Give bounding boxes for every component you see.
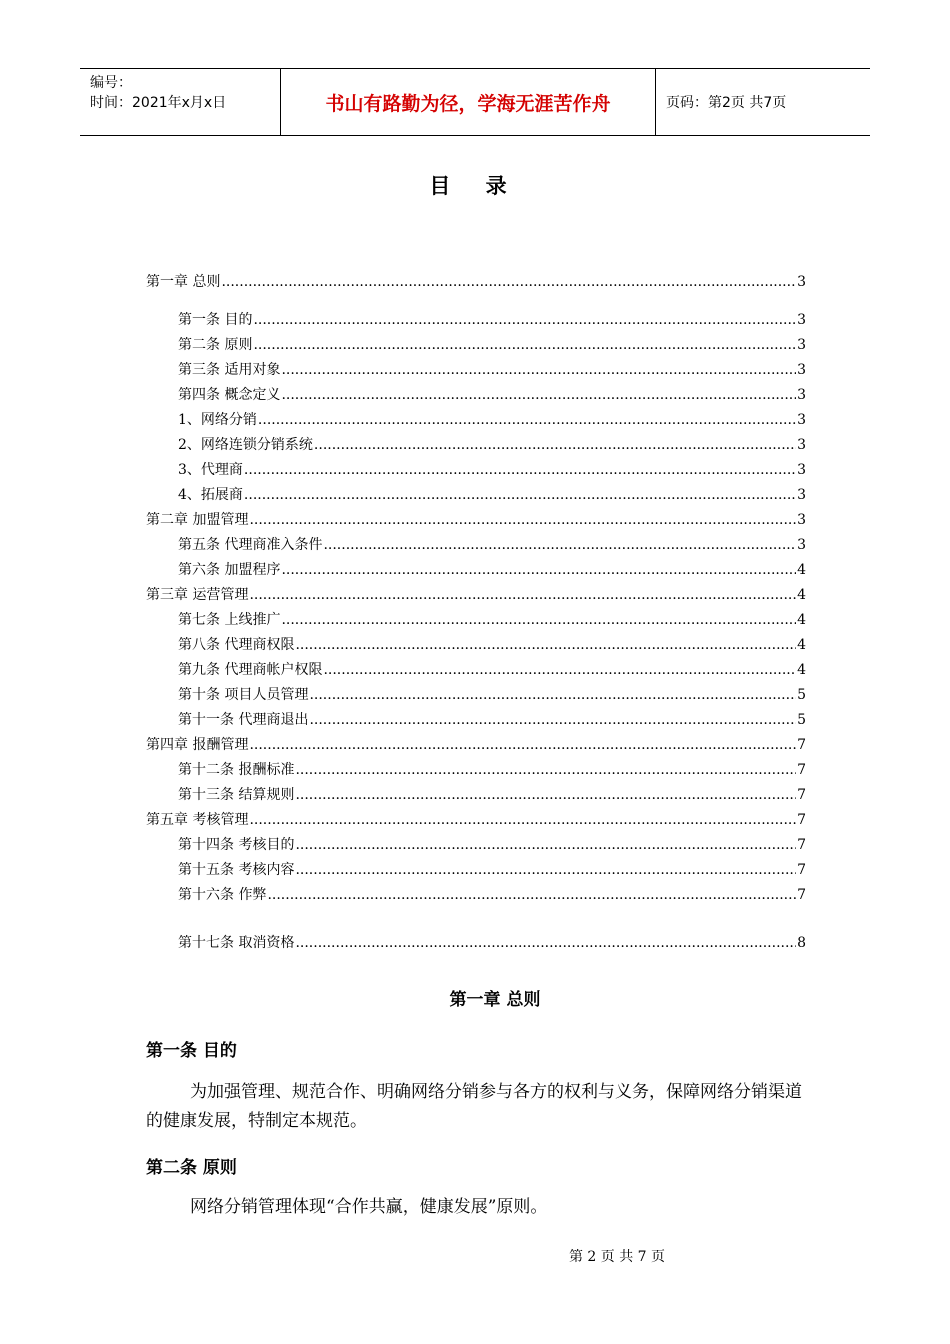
toc-entry-title: 3、代理商 xyxy=(178,462,243,478)
toc-leader-dots xyxy=(323,658,796,682)
toc-entry-page: 8 xyxy=(797,935,806,951)
toc-leader-dots xyxy=(258,408,796,432)
toc-entry-page: 7 xyxy=(797,837,806,853)
toc-entry[interactable] xyxy=(178,483,806,507)
toc-entry-title: 第二章 加盟管理 xyxy=(146,512,249,528)
toc-entry-page: 7 xyxy=(797,787,806,803)
toc-entry-title: 2、网络连锁分销系统 xyxy=(178,437,313,453)
toc-entry[interactable] xyxy=(178,683,806,707)
chapter-heading: 第一章 总则 xyxy=(449,990,541,1010)
toc-entry-page: 3 xyxy=(797,512,806,528)
toc-leader-dots xyxy=(309,708,796,732)
toc-entry-title: 第三章 运营管理 xyxy=(146,587,249,603)
toc-leader-dots xyxy=(295,858,796,882)
article-2-text: 网络分销管理体现“合作共赢，健康发展”原则。 xyxy=(190,1197,548,1217)
toc-leader-dots xyxy=(249,733,796,757)
toc-entry[interactable] xyxy=(178,433,806,457)
toc-entry-title: 1、网络分销 xyxy=(178,412,257,428)
toc-entry-page: 7 xyxy=(797,812,806,828)
toc-entry-page: 3 xyxy=(797,312,806,328)
article-1-text: 为加强管理、规范合作、明确网络分销参与各方的权利与义务，保障网络分销渠道的健康发展，特制定本规范。 xyxy=(146,1082,802,1131)
toc-entry-title: 第十四条 考核目的 xyxy=(178,837,295,853)
toc-entry-page: 3 xyxy=(797,412,806,428)
toc-entry-page: 7 xyxy=(797,887,806,903)
toc-entry[interactable] xyxy=(146,733,806,757)
toc-entry-page: 3 xyxy=(797,462,806,478)
toc-entry[interactable] xyxy=(178,708,806,732)
toc-entry[interactable] xyxy=(178,383,806,407)
toc-entry-page: 3 xyxy=(797,274,806,290)
toc-entry-title: 第一条 目的 xyxy=(178,312,253,328)
toc-entry[interactable] xyxy=(178,608,806,632)
toc-entry[interactable] xyxy=(178,358,806,382)
toc-leader-dots xyxy=(244,458,796,482)
toc-leader-dots xyxy=(281,608,796,632)
toc-entry-title: 第十二条 报酬标准 xyxy=(178,762,295,778)
toc-entry-title: 第十七条 取消资格 xyxy=(178,935,295,951)
toc-entry[interactable] xyxy=(178,858,806,882)
toc-entry-page: 5 xyxy=(797,712,806,728)
toc-entry-title: 第十六条 作弊 xyxy=(178,887,267,903)
toc-entry[interactable] xyxy=(178,408,806,432)
toc-leader-dots xyxy=(253,308,796,332)
toc-entry-page: 7 xyxy=(797,762,806,778)
toc-entry-title: 第六条 加盟程序 xyxy=(178,562,281,578)
toc-entry[interactable] xyxy=(178,533,806,557)
toc-leader-dots xyxy=(253,333,796,357)
article-1-heading: 第一条 目的 xyxy=(146,1041,237,1061)
toc-entry-page: 5 xyxy=(797,687,806,703)
document-number: 编号： xyxy=(90,75,132,91)
toc-entry-page: 4 xyxy=(797,662,806,678)
toc-entry-page: 3 xyxy=(797,487,806,503)
toc-entry-page: 4 xyxy=(797,637,806,653)
header-motto: 书山有路勤为径，学海无涯苦作舟 xyxy=(280,69,656,135)
toc-entry-title: 第八条 代理商权限 xyxy=(178,637,295,653)
toc-entry-title: 第四章 报酬管理 xyxy=(146,737,249,753)
toc-entry[interactable] xyxy=(146,583,806,607)
header-page-number: 页码：第2页 共7页 xyxy=(666,95,787,111)
toc-leader-dots xyxy=(267,883,796,907)
toc-entry[interactable] xyxy=(178,783,806,807)
toc-leader-dots xyxy=(314,433,796,457)
toc-entry-title: 4、拓展商 xyxy=(178,487,243,503)
toc-entry[interactable] xyxy=(146,808,806,832)
toc-entry-page: 7 xyxy=(797,862,806,878)
toc-title: 目 录 xyxy=(429,174,521,198)
document-date: 时间：2021年x月x日 xyxy=(90,95,227,111)
toc-entry-title: 第十条 项目人员管理 xyxy=(178,687,309,703)
toc-leader-dots xyxy=(281,558,796,582)
toc-entry-page: 3 xyxy=(797,437,806,453)
toc-entry[interactable] xyxy=(178,758,806,782)
toc-leader-dots xyxy=(281,358,796,382)
toc-entry[interactable] xyxy=(178,558,806,582)
toc-leader-dots xyxy=(249,583,796,607)
page-header xyxy=(80,68,870,136)
toc-entry-title: 第十三条 结算规则 xyxy=(178,787,295,803)
toc-entry-title: 第四条 概念定义 xyxy=(178,387,281,403)
toc-entry[interactable] xyxy=(178,458,806,482)
toc-entry-title: 第十一条 代理商退出 xyxy=(178,712,309,728)
toc-entry-page: 7 xyxy=(797,737,806,753)
toc-entry[interactable] xyxy=(178,633,806,657)
toc-entry-page: 4 xyxy=(797,587,806,603)
toc-entry[interactable] xyxy=(178,931,806,955)
header-meta xyxy=(80,69,280,135)
toc-entry[interactable] xyxy=(146,508,806,532)
toc-entry-title: 第五章 考核管理 xyxy=(146,812,249,828)
toc-leader-dots xyxy=(221,270,796,294)
toc-entry-title: 第五条 代理商准入条件 xyxy=(178,537,323,553)
toc-entry[interactable] xyxy=(178,308,806,332)
toc-entry-page: 3 xyxy=(797,362,806,378)
toc-leader-dots xyxy=(295,783,796,807)
toc-leader-dots xyxy=(295,633,796,657)
toc-entry[interactable] xyxy=(178,333,806,357)
toc-leader-dots xyxy=(309,683,796,707)
toc-leader-dots xyxy=(244,483,796,507)
toc-leader-dots xyxy=(249,508,796,532)
toc-entry[interactable] xyxy=(178,883,806,907)
toc-entry-title: 第十五条 考核内容 xyxy=(178,862,295,878)
toc-entry-page: 3 xyxy=(797,537,806,553)
page-footer: 第 2 页 共 7 页 xyxy=(568,1249,666,1265)
toc-entry-title: 第二条 原则 xyxy=(178,337,253,353)
toc-entry[interactable] xyxy=(178,658,806,682)
toc-entry-page: 3 xyxy=(797,337,806,353)
toc-leader-dots xyxy=(295,758,796,782)
toc-entry-page: 4 xyxy=(797,612,806,628)
toc-leader-dots xyxy=(295,931,796,955)
toc-entry-title: 第三条 适用对象 xyxy=(178,362,281,378)
toc-entry-title: 第七条 上线推广 xyxy=(178,612,281,628)
toc-entry-title: 第一章 总则 xyxy=(146,274,221,290)
toc-entry[interactable] xyxy=(146,270,806,294)
article-2-heading: 第二条 原则 xyxy=(146,1158,237,1178)
toc-leader-dots xyxy=(249,808,796,832)
toc-leader-dots xyxy=(281,383,796,407)
toc-entry-title: 第九条 代理商帐户权限 xyxy=(178,662,323,678)
toc-entry-page: 3 xyxy=(797,387,806,403)
toc-leader-dots xyxy=(295,833,796,857)
toc-leader-dots xyxy=(323,533,796,557)
toc-entry-page: 4 xyxy=(797,562,806,578)
toc-entry[interactable] xyxy=(178,833,806,857)
